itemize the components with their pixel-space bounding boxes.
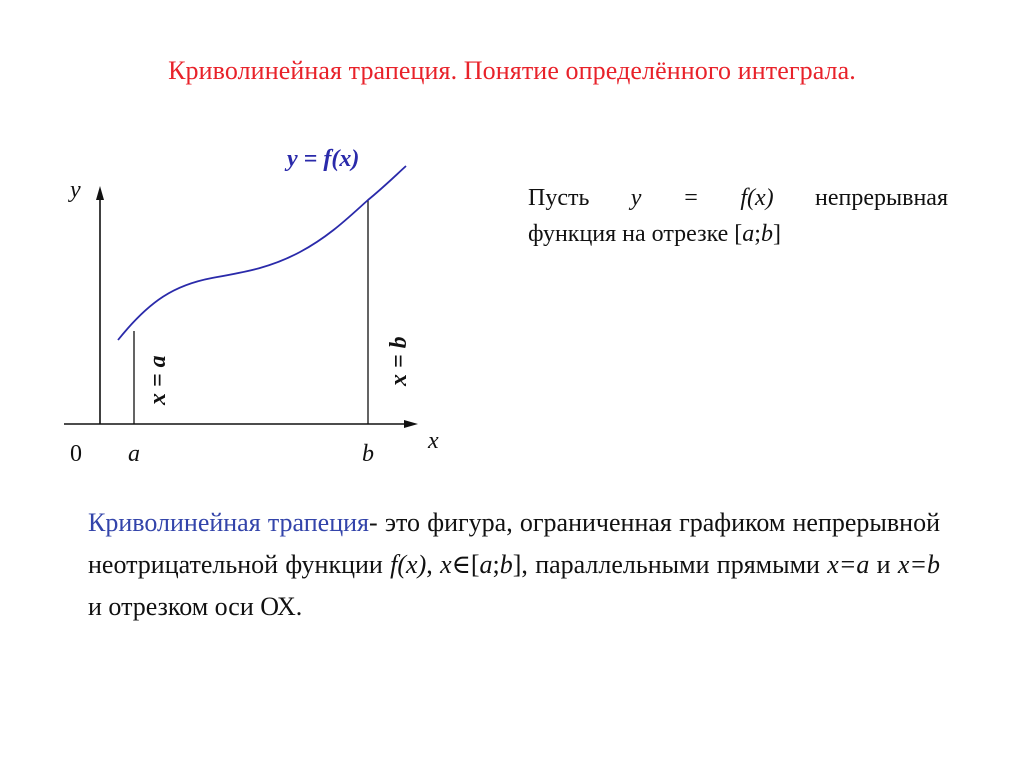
definition-part-3: ∈[: [451, 550, 480, 579]
intro-line2-prefix: функция на отрезке [: [528, 221, 743, 247]
intro-suffix: непрерывная: [773, 185, 948, 211]
definition-x-eq-a: x=a: [827, 550, 870, 579]
definition-x-eq-b: x=b: [897, 550, 940, 579]
definition-part-4: ;: [492, 550, 500, 579]
definition-a: a: [479, 550, 493, 579]
intro-line2-suffix: ]: [772, 221, 781, 247]
function-label: y = f(x): [287, 146, 360, 172]
definition-part-5: ], параллельными прямыми: [512, 550, 828, 579]
definition-b: b: [499, 550, 513, 579]
intro-line-2: [528, 216, 948, 252]
definition-term: Криволинейная трапеция: [88, 508, 369, 537]
intro-line-1: [528, 185, 948, 211]
y-axis-arrow-icon: [96, 186, 104, 200]
page-title: Криволинейная трапеция. Понятие определённого интеграла.: [168, 56, 856, 85]
intro-b: b: [760, 221, 773, 247]
intro-a: a: [742, 221, 755, 247]
a-label: a: [128, 441, 140, 467]
line-b-label: x = b: [386, 336, 412, 386]
intro-sep: ;: [754, 221, 761, 247]
definition-text: [88, 502, 940, 628]
intro-text: [528, 180, 948, 252]
definition-part-7: и отрезком оси ОХ.: [88, 592, 303, 621]
definition-fx: f(x): [390, 550, 427, 579]
definition-part-1: - это фигура, ограниченная графиком непрерывной неотрицательной функции: [88, 508, 940, 579]
intro-math: y = f(x): [630, 185, 774, 211]
definition-part-2: ,: [426, 550, 441, 579]
definition-x: x: [440, 550, 452, 579]
x-axis-label: x: [428, 428, 439, 454]
origin-label: 0: [70, 441, 82, 467]
b-label: b: [362, 441, 374, 467]
x-axis-arrow-icon: [404, 420, 418, 428]
line-a-label: x = a: [145, 355, 171, 405]
y-axis-label: y: [70, 177, 81, 203]
definition-part-6: и: [869, 550, 898, 579]
function-curve: [118, 166, 406, 340]
intro-prefix: Пусть: [528, 185, 631, 211]
